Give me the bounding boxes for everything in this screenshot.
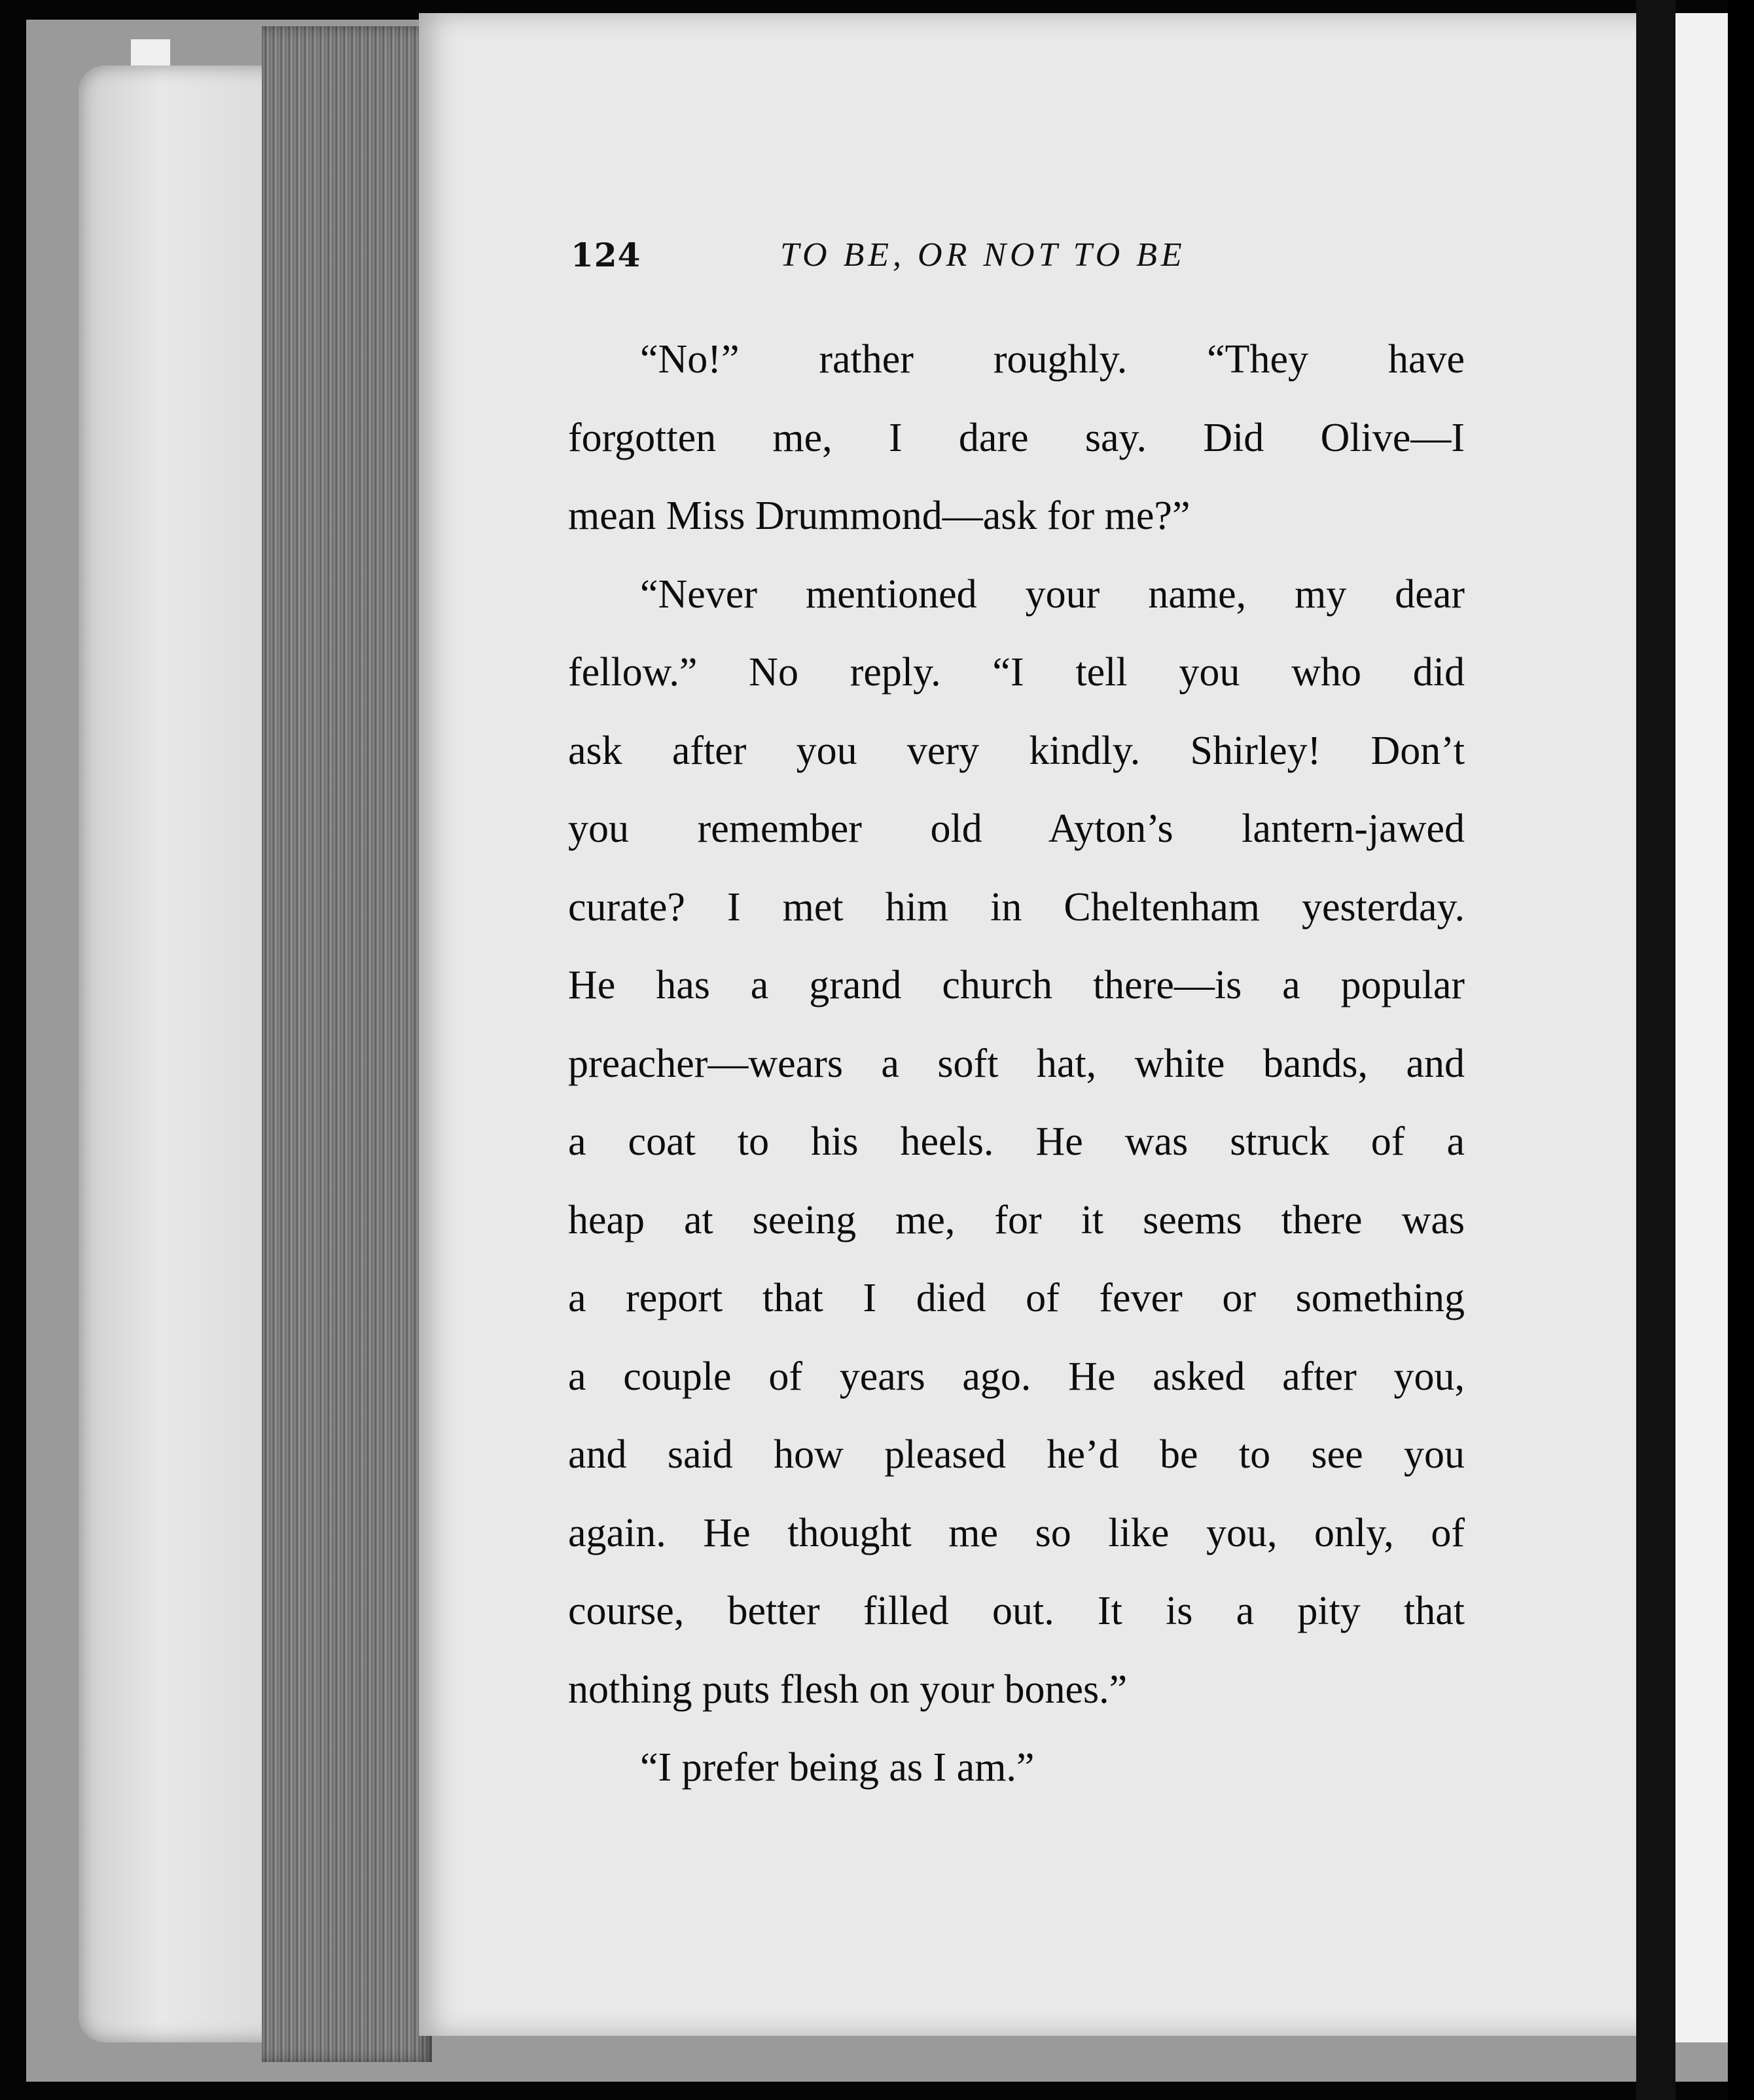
text-line: nothing puts flesh on your bones.”: [568, 1667, 1128, 1712]
text-line: mean Miss Drummond—ask for me?”: [568, 494, 1190, 538]
text-line: He has a grand church there—is a popular: [568, 963, 1465, 1007]
body-text: [568, 321, 1465, 1807]
text-line: curate? I met him in Cheltenham yesterday.: [568, 884, 1465, 930]
text-line: preacher—wears a soft hat, white bands, and: [568, 1041, 1465, 1086]
text-line: a coat to his heels. He was struck of a: [568, 1119, 1465, 1164]
text-line: ask after you very kindly. Shirley! Don’t: [568, 728, 1465, 773]
back-pages: [79, 65, 288, 2042]
text-line: heap at seeing me, for it seems there was: [568, 1197, 1465, 1242]
text-line: a couple of years ago. He asked after you,: [568, 1354, 1465, 1399]
page-edges: [262, 26, 432, 2062]
text-line: “No!” rather roughly. “They have: [640, 337, 1465, 382]
text-line: course, better filled out. It is a pity that: [568, 1589, 1465, 1633]
text-line: you remember old Ayton’s lantern-jawed: [568, 806, 1465, 851]
binding: [1636, 0, 1675, 2100]
scan-edge: [1728, 0, 1754, 2100]
text-line: forgotten me, I dare say. Did Olive—I: [568, 415, 1465, 460]
page-edge-strip: [131, 39, 170, 65]
next-page-edge: [1675, 13, 1728, 2042]
text-line: and said how pleased he’d be to see you: [568, 1432, 1465, 1477]
text-line: a report that I died of fever or something: [568, 1276, 1465, 1320]
text-line: again. He thought me so like you, only, of: [568, 1510, 1465, 1555]
text-line: fellow.” No reply. “I tell you who did: [568, 650, 1465, 695]
text-line: “Never mentioned your name, my dear: [640, 571, 1465, 617]
running-title: TO BE, OR NOT TO BE: [780, 236, 1186, 274]
page-number: 124: [571, 236, 641, 274]
text-line: “I prefer being as I am.”: [640, 1745, 1035, 1790]
running-header: [571, 236, 1474, 288]
